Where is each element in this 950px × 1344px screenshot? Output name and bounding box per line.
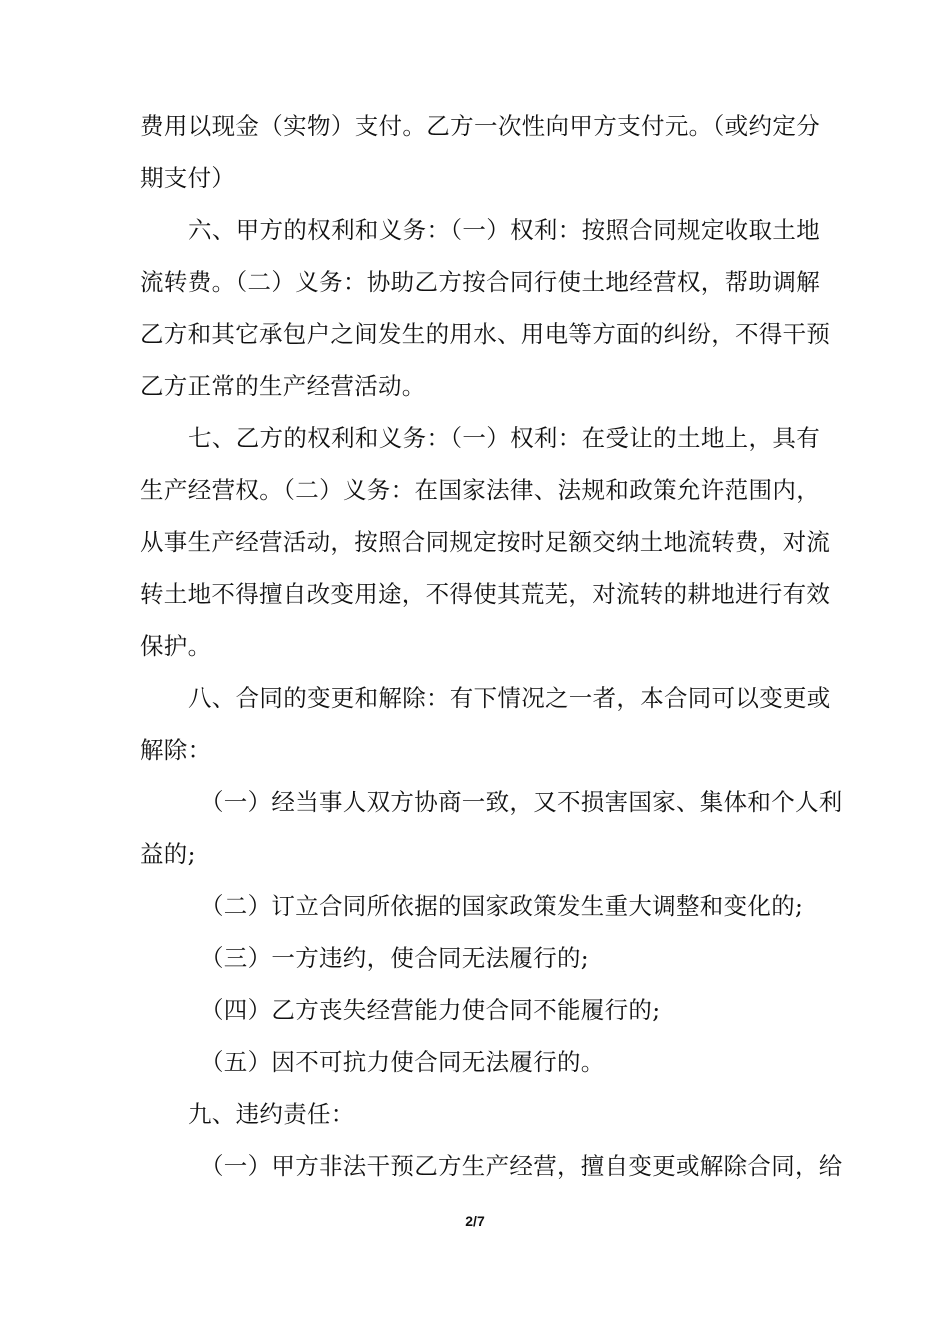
text-line: （二）订立合同所依据的国家政策发生重大调整和变化的; bbox=[200, 892, 804, 920]
text-line: 期支付） bbox=[140, 164, 236, 192]
text-line: 益的; bbox=[140, 840, 196, 868]
text-line: 生产经营权。（二）义务：在国家法律、法规和政策允许范围内， bbox=[140, 476, 820, 504]
text-line: （一）经当事人双方协商一致，又不损害国家、集体和个人利 bbox=[200, 788, 843, 816]
text-line: 从事生产经营活动，按照合同规定按时足额交纳土地流转费，对流 bbox=[140, 528, 831, 556]
text-line: 九、违约责任： bbox=[188, 1100, 355, 1128]
text-line: 费用以现金（实物）支付。乙方一次性向甲方支付元。（或约定分 bbox=[140, 112, 820, 140]
text-line: （五）因不可抗力使合同无法履行的。 bbox=[200, 1048, 605, 1076]
text-line: （三）一方违约，使合同无法履行的; bbox=[200, 944, 590, 972]
text-line: 六、甲方的权利和义务：（一）权利：按照合同规定收取土地 bbox=[188, 216, 820, 244]
text-line: （一）甲方非法干预乙方生产经营，擅自变更或解除合同，给 bbox=[200, 1152, 843, 1180]
text-line: 乙方正常的生产经营活动。 bbox=[140, 372, 426, 400]
text-line: 八、合同的变更和解除：有下情况之一者，本合同可以变更或 bbox=[188, 684, 831, 712]
text-line: 保护。 bbox=[140, 632, 212, 660]
text-line: （四）乙方丧失经营能力使合同不能履行的; bbox=[200, 996, 661, 1024]
text-line: 流转费。（二）义务：协助乙方按合同行使土地经营权，帮助调解 bbox=[140, 268, 820, 296]
text-line: 解除： bbox=[140, 736, 212, 764]
text-line: 乙方和其它承包户之间发生的用水、用电等方面的纠纷，不得干预 bbox=[140, 320, 831, 348]
page-number: 2/7 bbox=[465, 1213, 485, 1229]
text-line: 转土地不得擅自改变用途，不得使其荒芜，对流转的耕地进行有效 bbox=[140, 580, 831, 608]
text-line: 七、乙方的权利和义务：（一）权利：在受让的土地上，具有 bbox=[188, 424, 820, 452]
